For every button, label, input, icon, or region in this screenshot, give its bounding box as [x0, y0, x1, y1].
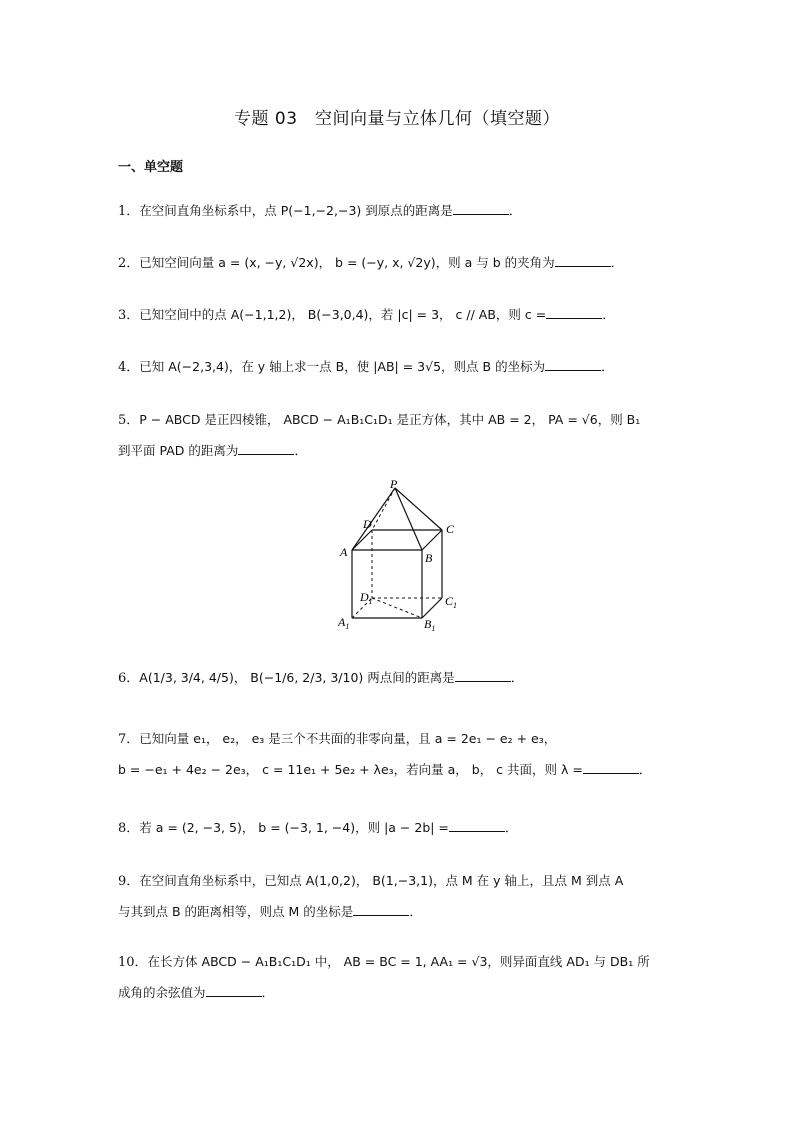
question-text: A(1/3, 3/4, 4/5)， B(−1/6, 2/3, 3/10) 两点间的距离是 [139, 670, 455, 685]
label-D1: $D_1$ [360, 590, 373, 606]
question-3: 3．已知空间中的点 A(−1,1,2)， B(−3,0,4)，若 |c| = 3， c // AB，则 c = ． [118, 300, 678, 331]
hidden-edge-PD [372, 488, 395, 530]
question-4: 4．已知 A(−2,3,4)，在 y 轴上求一点 B，使 |AB| = 3√5，则点 B 的坐标为 ． [118, 352, 678, 383]
question-number: 1． [118, 204, 140, 219]
question-text: 已知空间向量 a = (x, −y, √2x)， b = (−y, x, √2y)，则 a 与 b 的夹角为 [139, 255, 555, 270]
question-text-line2: 到平面 PAD 的距离为 [118, 443, 239, 458]
section-heading: 一、单空题 [118, 160, 184, 175]
answer-blank[interactable] [238, 440, 294, 455]
question-6: 6．A(1/3, 3/4, 4/5)， B(−1/6, 2/3, 3/10) 两点间的距离是 ． [118, 663, 678, 694]
question-number: 5． [118, 413, 140, 428]
page-title: 专题 03 空间向量与立体几何（填空题） [233, 109, 561, 129]
hidden-edge-D1B1 [372, 598, 422, 618]
question-10: 10．在长方体 ABCD − A₁B₁C₁D₁ 中， AB = BC = 1, AA₁ = √3，则异面直线 AD₁ 与 DB₁ 所 成角的余弦值为 ． [118, 954, 650, 1001]
question-text: 在空间直角坐标系中，已知点 A(1,0,2)， B(1,−3,1)，点 M 在 y 轴上，且点 M 到点 A [139, 873, 624, 888]
edge-AD [352, 530, 372, 550]
answer-blank[interactable] [546, 304, 602, 319]
question-number: 2． [118, 256, 140, 271]
question-number: 8． [118, 821, 140, 836]
edge-B1C1 [422, 598, 442, 618]
label-C: C [446, 522, 455, 536]
question-number: 6． [118, 671, 140, 686]
question-8: 8．若 a = (2, −3, 5)， b = (−3, 1, −4)，则 |a − 2b| = ． [118, 813, 678, 844]
answer-blank[interactable] [206, 982, 262, 997]
question-number: 10． [118, 955, 148, 970]
answer-blank[interactable] [583, 759, 639, 774]
edge-PC [395, 488, 442, 530]
question-2: 2．已知空间向量 a = (x, −y, √2x)， b = (−y, x, √2y)，则 a 与 b 的夹角为 ． [118, 248, 678, 279]
question-text: 在空间直角坐标系中，点 P(−1,−2,−3) 到原点的距离是 [139, 203, 453, 218]
question-number: 3． [118, 308, 140, 323]
question-text-line2: 成角的余弦值为 [118, 985, 206, 1000]
question-number: 4． [118, 360, 140, 375]
label-B1: $B_1$ [424, 617, 436, 633]
question-1: 1．在空间直角坐标系中，点 P(−1,−2,−3) 到原点的距离是 ． [118, 196, 678, 227]
question-number: 7． [118, 732, 140, 747]
question-text: 已知 A(−2,3,4)，在 y 轴上求一点 B，使 |AB| = 3√5，则点 B 的坐标为 [139, 359, 546, 374]
question-text: 在长方体 ABCD − A₁B₁C₁D₁ 中， AB = BC = 1, AA₁ = √3，则异面直线 AD₁ 与 DB₁ 所 [147, 954, 650, 969]
answer-blank[interactable] [449, 817, 505, 832]
question-text-line2: 与其到点 B 的距离相等，则点 M 的坐标是 [118, 904, 354, 919]
label-C1: $C_1$ [445, 594, 458, 610]
question-9: 9．在空间直角坐标系中，已知点 A(1,0,2)， B(1,−3,1)，点 M 在 y 轴上，且点 M 到点 A 与其到点 B 的距离相等，则点 M 的坐标是 ． [118, 873, 624, 920]
question-text: 已知向量 e₁， e₂， e₃ 是三个不共面的非零向量，且 a = 2e₁ − e₂ + e₃， [139, 731, 557, 746]
label-P: P [390, 478, 398, 491]
cube-pyramid-diagram [330, 478, 470, 633]
answer-blank[interactable] [545, 356, 601, 371]
question-text: 已知空间中的点 A(−1,1,2)， B(−3,0,4)，若 |c| = 3， c // AB，则 c = [139, 307, 547, 322]
edge-PA [352, 488, 395, 550]
label-B: B [425, 551, 433, 565]
question-text: P − ABCD 是正四棱锥， ABCD − A₁B₁C₁D₁ 是正方体，其中 AB = 2， PA = √6，则 B₁ [139, 412, 641, 427]
question-7: 7．已知向量 e₁， e₂， e₃ 是三个不共面的非零向量，且 a = 2e₁ − e₂ + e₃， b = −e₁ + 4e₂ − 2e₃， c = 11e₁ + 5e₂ + λe₃，若向量 a， b， c 共面，则 λ = ． [118, 731, 652, 778]
answer-blank[interactable] [453, 200, 509, 215]
answer-blank[interactable] [353, 901, 409, 916]
cube-pyramid-figure [330, 478, 470, 633]
label-D: D [363, 517, 372, 531]
question-5: 5．P − ABCD 是正四棱锥， ABCD − A₁B₁C₁D₁ 是正方体，其中 AB = 2， PA = √6，则 B₁ 到平面 PAD 的距离为 ． [118, 412, 641, 459]
question-number: 9． [118, 874, 140, 889]
edge-PB [395, 488, 422, 550]
question-text-line2: b = −e₁ + 4e₂ − 2e₃， c = 11e₁ + 5e₂ + λe₃，若向量 a， b， c 共面，则 λ = [118, 762, 583, 777]
answer-blank[interactable] [555, 252, 611, 267]
label-A: A [340, 545, 348, 559]
question-text: 若 a = (2, −3, 5)， b = (−3, 1, −4)，则 |a − 2b| = [139, 820, 449, 835]
edge-BC [422, 530, 442, 550]
label-A1: $A_1$ [338, 615, 350, 631]
answer-blank[interactable] [455, 667, 511, 682]
